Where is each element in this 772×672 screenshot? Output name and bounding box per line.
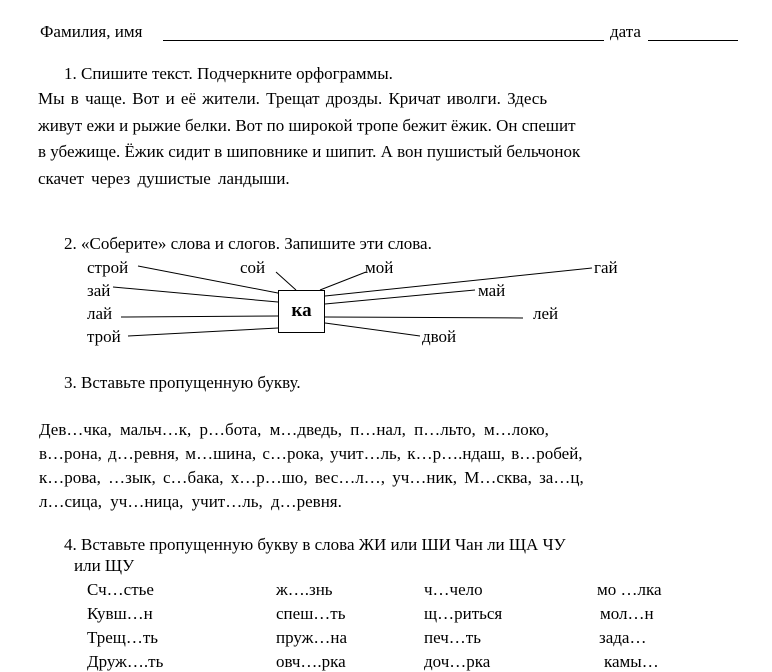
name-label: Фамилия, имя	[40, 22, 143, 41]
task1-line: живут ежи и рыжие белки. Вот по широкой тропе бежит ёжик. Он спешит	[38, 115, 576, 135]
task2-title: 2. «Соберите» слова и слогов. Запишите эти слова.	[64, 234, 432, 253]
connector-line	[320, 272, 366, 290]
task3-line: л…сица, уч…ница, учит…ль, д…ревня.	[39, 492, 342, 511]
task1-line: Мы в чаще. Вот и её жители. Трещат дрозды. Кричат иволги. Здесь	[38, 89, 548, 108]
connector-line	[128, 328, 278, 336]
task4-word: ч…чело	[424, 580, 483, 599]
task4-word: мо …лка	[597, 580, 662, 599]
task4-word: овч….рка	[276, 652, 346, 671]
task4-word: пруж…на	[276, 628, 348, 647]
connector-line	[121, 316, 278, 317]
task4-word: Трещ…ть	[87, 628, 159, 647]
task4-word: спеш…ть	[276, 604, 346, 623]
connector-line	[113, 287, 278, 302]
syllable-moy: мой	[365, 258, 394, 277]
task3-line: Дев…чка, мальч…к, р…бота, м…дведь, п…нал, п…льто, м…локо,	[39, 420, 549, 439]
task4-word: печ…ть	[424, 628, 481, 647]
connector-line	[276, 272, 296, 290]
task4-word: Друж….ть	[87, 652, 164, 671]
task4-word: доч…рка	[424, 652, 491, 671]
task3-line: к…рова, …зык, с…бака, х…р…шо, вес…л…, уч…ник, М…сква, за…ц,	[39, 468, 584, 487]
task4-word: камы…	[604, 652, 659, 671]
syllable-zay: зай	[87, 281, 111, 300]
task4-word: ж….знь	[276, 580, 333, 599]
task1-line: в убежище. Ёжик сидит в шиповнике и шипит. А вон пушистый бельчонок	[38, 142, 581, 161]
connector-line	[325, 317, 523, 318]
task4-word: щ…риться	[424, 604, 503, 623]
task3-line: в…рона, д…ревня, м…шина, с…рока, учит…ль, к…р….ндаш, в…робей,	[39, 444, 583, 463]
center-syllable-box: ка	[278, 290, 325, 333]
task4-word: мол…н	[600, 604, 654, 623]
task4-title-continued: или ЩУ	[74, 556, 135, 575]
task1-title: 1. Спишите текст. Подчеркните орфограммы.	[64, 64, 393, 83]
connector-line	[325, 290, 475, 304]
task4-word: Кувш…н	[87, 604, 153, 623]
task4-title: 4. Вставьте пропущенную букву в слова ЖИ или ШИ Чан ли ЩА ЧУ	[64, 535, 566, 554]
connector-line	[325, 323, 420, 336]
syllable-dvoy: двой	[422, 327, 457, 346]
syllable-may: май	[478, 281, 506, 300]
syllable-troy: трой	[87, 327, 121, 346]
task1-line: скачет через душистые ландыши.	[38, 168, 290, 188]
task3-title: 3. Вставьте пропущенную букву.	[64, 373, 301, 392]
syllable-gay: гай	[594, 258, 618, 277]
syllable-lay: лай	[87, 304, 113, 323]
syllable-stroy: строй	[87, 258, 129, 277]
syllable-ley: лей	[533, 304, 559, 323]
task4-word: Сч…стье	[87, 580, 154, 599]
syllable-soy: сой	[240, 258, 266, 277]
date-label: дата	[610, 22, 641, 41]
task4-word: зада…	[599, 628, 647, 647]
